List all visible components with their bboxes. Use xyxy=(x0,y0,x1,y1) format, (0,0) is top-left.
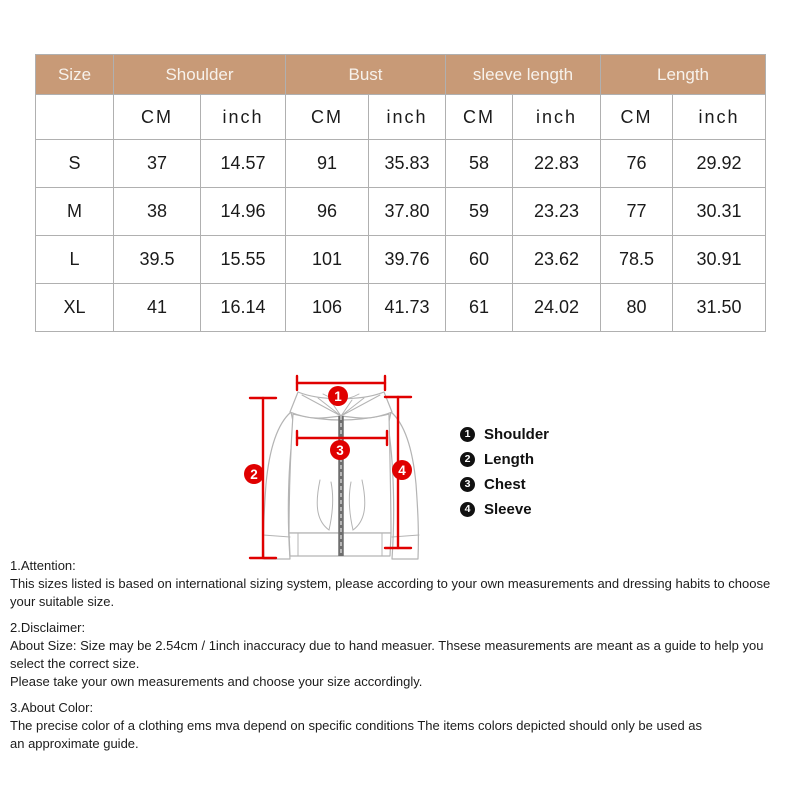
value-cell: 22.83 xyxy=(513,140,601,188)
unit-cell: CM xyxy=(114,95,201,140)
note-title: 2.Disclaimer: xyxy=(10,620,86,635)
note-line: The precise color of a clothing ems mva depend on specific conditions The items colors depicted should only be used as xyxy=(10,718,703,733)
value-cell: 80 xyxy=(601,284,673,332)
legend-label: Sleeve xyxy=(484,501,532,518)
note-about-color xyxy=(10,699,794,753)
value-cell: 60 xyxy=(446,236,513,284)
note-line: an approximate guide. xyxy=(10,736,139,751)
value-cell: 23.23 xyxy=(513,188,601,236)
value-cell: 16.14 xyxy=(201,284,286,332)
header-length: Length xyxy=(601,55,766,95)
value-cell: 23.62 xyxy=(513,236,601,284)
value-cell: 78.5 xyxy=(601,236,673,284)
legend-bullet-4-icon: 4 xyxy=(460,502,475,517)
marker-3-number: 3 xyxy=(336,443,344,458)
table-row-m xyxy=(36,188,766,236)
hoodie-measurement-diagram xyxy=(230,370,460,575)
legend-bullet-3-icon: 3 xyxy=(460,477,475,492)
size-label: M xyxy=(36,188,114,236)
unit-cell: CM xyxy=(601,95,673,140)
value-cell: 30.91 xyxy=(673,236,766,284)
unit-cell: CM xyxy=(286,95,369,140)
note-disclaimer xyxy=(10,619,794,691)
legend-item-sleeve xyxy=(460,502,549,517)
value-cell: 41.73 xyxy=(369,284,446,332)
value-cell: 35.83 xyxy=(369,140,446,188)
value-cell: 14.96 xyxy=(201,188,286,236)
unit-cell: CM xyxy=(446,95,513,140)
marker-2-number: 2 xyxy=(250,467,258,482)
value-cell: 31.50 xyxy=(673,284,766,332)
marker-4-number: 4 xyxy=(398,463,406,478)
value-cell: 96 xyxy=(286,188,369,236)
value-cell: 106 xyxy=(286,284,369,332)
note-line: This sizes listed is based on international sizing system, please according to your own measurements and dressing habits to choose your suitable size. xyxy=(10,576,771,609)
table-units-row xyxy=(36,95,766,140)
note-attention xyxy=(10,557,794,611)
size-chart-table xyxy=(35,54,766,332)
size-label: L xyxy=(36,236,114,284)
size-label: XL xyxy=(36,284,114,332)
value-cell: 30.31 xyxy=(673,188,766,236)
marker-1-number: 1 xyxy=(334,389,342,404)
header-shoulder: Shoulder xyxy=(114,55,286,95)
value-cell: 39.5 xyxy=(114,236,201,284)
unit-cell-empty xyxy=(36,95,114,140)
legend-item-length xyxy=(460,452,549,467)
value-cell: 101 xyxy=(286,236,369,284)
value-cell: 24.02 xyxy=(513,284,601,332)
legend-label: Length xyxy=(484,451,534,468)
note-title: 1.Attention: xyxy=(10,558,76,573)
value-cell: 77 xyxy=(601,188,673,236)
value-cell: 61 xyxy=(446,284,513,332)
table-header-row xyxy=(36,55,766,95)
value-cell: 37 xyxy=(114,140,201,188)
value-cell: 39.76 xyxy=(369,236,446,284)
measurement-legend xyxy=(460,427,549,527)
table-row-xl xyxy=(36,284,766,332)
value-cell: 58 xyxy=(446,140,513,188)
value-cell: 38 xyxy=(114,188,201,236)
unit-cell: inch xyxy=(369,95,446,140)
legend-bullet-2-icon: 2 xyxy=(460,452,475,467)
legend-item-shoulder xyxy=(460,427,549,442)
legend-label: Chest xyxy=(484,476,526,493)
value-cell: 91 xyxy=(286,140,369,188)
notes-section xyxy=(10,557,794,761)
value-cell: 14.57 xyxy=(201,140,286,188)
note-title: 3.About Color: xyxy=(10,700,94,715)
note-line: About Size: Size may be 2.54cm / 1inch inaccuracy due to hand measuer. Thsese measurements are meant as a guide to help you select the correct size. xyxy=(10,638,764,671)
table-row-s xyxy=(36,140,766,188)
header-size: Size xyxy=(36,55,114,95)
value-cell: 76 xyxy=(601,140,673,188)
legend-bullet-1-icon: 1 xyxy=(460,427,475,442)
unit-cell: inch xyxy=(201,95,286,140)
unit-cell: inch xyxy=(673,95,766,140)
header-sleeve-length: sleeve length xyxy=(446,55,601,95)
size-label: S xyxy=(36,140,114,188)
note-line: Please take your own measurements and choose your size accordingly. xyxy=(10,674,423,689)
value-cell: 15.55 xyxy=(201,236,286,284)
value-cell: 29.92 xyxy=(673,140,766,188)
legend-label: Shoulder xyxy=(484,426,550,443)
value-cell: 41 xyxy=(114,284,201,332)
value-cell: 37.80 xyxy=(369,188,446,236)
table-row-l xyxy=(36,236,766,284)
value-cell: 59 xyxy=(446,188,513,236)
unit-cell: inch xyxy=(513,95,601,140)
legend-item-chest xyxy=(460,477,549,492)
header-bust: Bust xyxy=(286,55,446,95)
